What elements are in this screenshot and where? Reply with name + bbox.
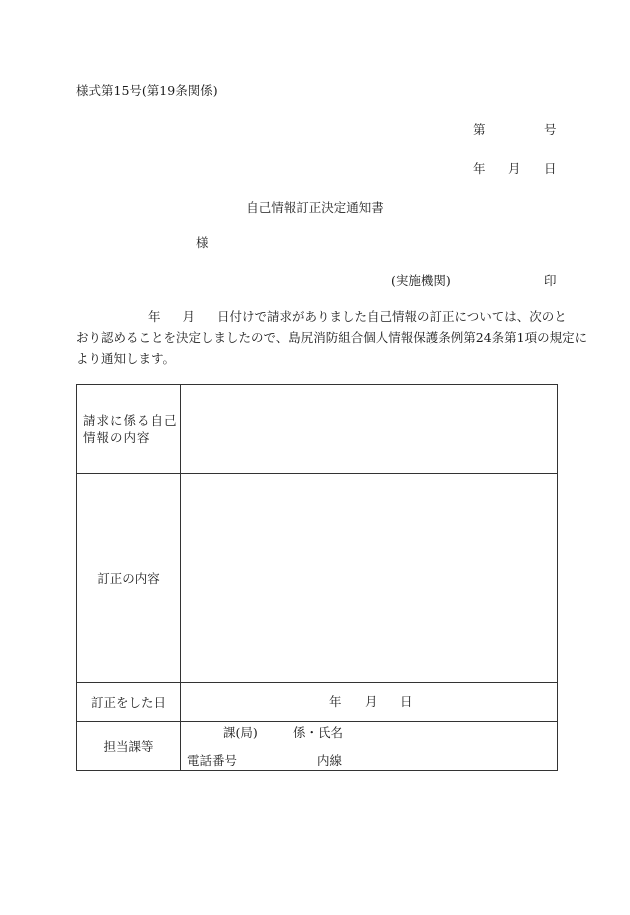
agency-label: (実施機関)	[391, 273, 451, 288]
request-content-label	[77, 385, 181, 474]
staff-label: 担当課等	[77, 722, 181, 771]
body-line-3: より通知します。	[76, 351, 176, 366]
staff-person: 係・氏名	[293, 725, 344, 740]
correction-date-day: 日	[400, 694, 413, 709]
document-number-prefix: 第	[473, 122, 486, 137]
issue-date-day: 日	[544, 161, 557, 176]
correction-content-label: 訂正の内容	[77, 474, 181, 683]
staff-field[interactable]	[181, 722, 558, 771]
correction-date-year: 年	[329, 694, 342, 709]
body-line-2: おり認めることを決定しましたので、島尻消防組合個人情報保護条例第24条第1項の規定に	[76, 330, 588, 345]
correction-content-field[interactable]	[181, 474, 558, 683]
issue-date-year: 年	[473, 161, 486, 176]
body-line-1	[76, 306, 567, 327]
seal-mark: 印	[544, 273, 557, 288]
correction-date-field[interactable]	[181, 683, 558, 722]
document-title: 自己情報訂正決定通知書	[246, 200, 384, 215]
table-row-staff	[77, 722, 558, 771]
body-line-1-text: 日付けで請求がありました自己情報の訂正については、次のと	[217, 309, 567, 324]
staff-section: 課(局)	[223, 725, 258, 740]
notice-body	[76, 306, 588, 369]
correction-date-month: 月	[365, 694, 378, 709]
issue-date-month: 月	[508, 161, 521, 176]
body-year: 年	[148, 309, 161, 324]
request-label-line-2: 情報の内容	[83, 430, 151, 445]
table-row-correction-content	[77, 474, 558, 683]
request-label-line-1: 請求に係る自己	[83, 413, 178, 428]
decision-table	[76, 384, 558, 771]
body-month: 月	[182, 309, 196, 324]
correction-date-label: 訂正をした日	[77, 683, 181, 722]
table-row-request	[77, 385, 558, 474]
staff-extension: 内線	[317, 753, 343, 768]
addressee-honorific: 様	[196, 235, 209, 250]
request-content-field[interactable]	[181, 385, 558, 474]
staff-phone: 電話番号	[187, 753, 238, 768]
table-row-correction-date	[77, 683, 558, 722]
form-number: 様式第15号(第19条関係)	[76, 83, 218, 98]
document-number-suffix: 号	[544, 122, 557, 137]
